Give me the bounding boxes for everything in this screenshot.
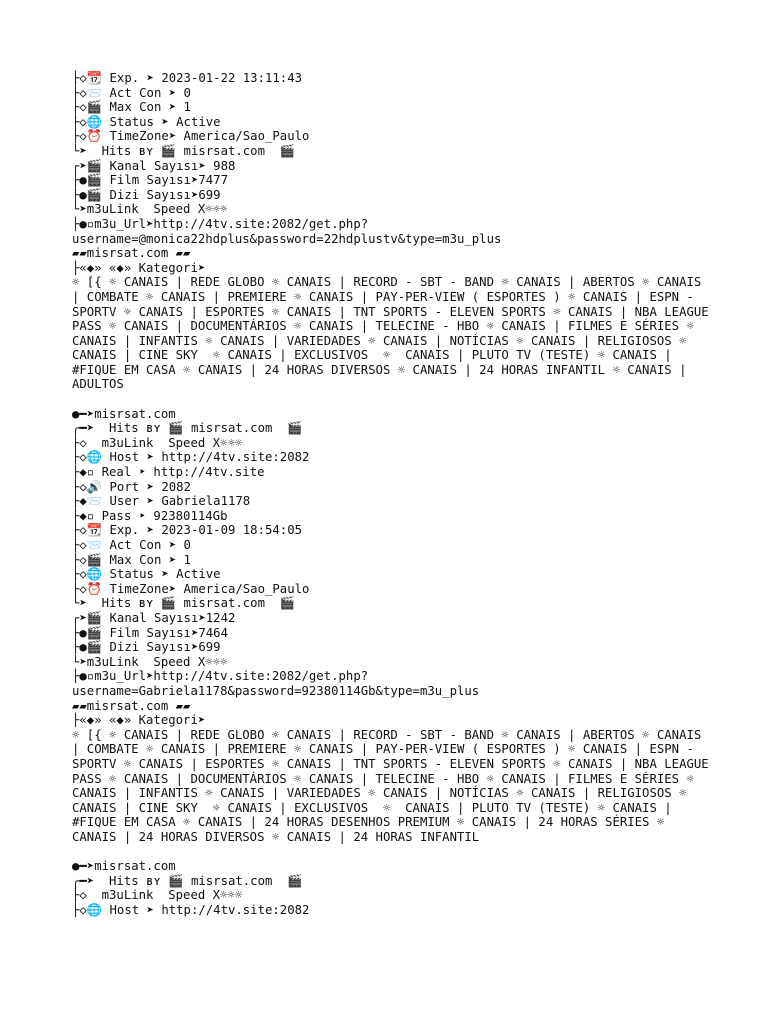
status-line: ├◇🌐 Status ➤ Active	[72, 114, 221, 129]
m3u-url-query: username=@monica22hdplus&password=22hdplustv&type=m3u_plus	[72, 231, 502, 246]
kategori-line: ├«◆» «◆» Kategori➤	[72, 260, 206, 275]
speed-line: ├◇ m3uLink Speed X☼☼☼	[72, 888, 243, 903]
host-line: ├◇🌐 Host ➤ http://4tv.site:2082	[72, 450, 310, 465]
site-line: ●━➤misrsat.com	[72, 859, 176, 874]
account-block-1	[72, 71, 717, 392]
m3u-url-line: ├●▫m3u_Url➤http://4tv.site:2082/get.php?	[72, 216, 369, 231]
max-con-line: ├◇🎬 Max Con ➤ 1	[72, 552, 191, 567]
speed-line: ├◇ m3uLink Speed X☼☼☼	[72, 435, 243, 450]
site-line: ●━➤misrsat.com	[72, 406, 176, 421]
hits-header-line: ╭━➤ Hits ʙʏ 🎬 misrsat.com 🎬	[72, 421, 303, 436]
act-con-line: ├◇📨 Act Con ➤ 0	[72, 538, 191, 552]
exp-line: ├◇📆 Exp. ➤ 2023-01-09 18:54:05	[72, 523, 303, 538]
act-con-line: ├◇📨 Act Con ➤ 0	[72, 85, 191, 100]
m3ulink-line: └➤m3uLink Speed X☼☼☼	[72, 654, 228, 669]
timezone-line: ├◇⏰ TimeZone➤ America/Sao_Paulo	[72, 581, 310, 596]
account-block-2	[72, 406, 717, 845]
site-banner: ▰▰misrsat.com ▰▰	[72, 698, 191, 713]
spacer	[72, 844, 712, 859]
kanal-line: ┌➤🎬 Kanal Sayısı➤ 988	[72, 158, 236, 173]
dizi-line: ├●🎬 Dizi Sayısı➤699	[72, 187, 221, 202]
account-block-3	[72, 859, 712, 917]
hits-line: └➤ Hits ʙʏ 🎬 misrsat.com 🎬	[72, 143, 296, 158]
timezone-line: ├◇⏰ TimeZone➤ America/Sao_Paulo	[72, 129, 310, 144]
categories-text: ☼ [{ ☼ CANAIS | REDE GLOBO ☼ CANAIS | RECORD - SBT - BAND ☼ CANAIS | ABERTOS ☼ CANAIS | COMBATE ☼ CANAIS | PREMIERE ☼ CANAIS | PAY-PER-VIEW ( ESPORTES ) ☼ CANAIS | ESPN - SPORTV ☼ CANAIS | ESPORTES ☼ CANAIS | TNT SPORTS - ELEVEN SPORTS ☼ CANAIS | NBA LEAGUE PASS ☼ CANAIS | DOCUMENTÁRIOS ☼ CANAIS | TELECINE - HBO ☼ CANAIS | FILMES E SÉRIES ☼ CANAIS | INFANTIS ☼ CANAIS | VARIEDADES ☼ CANAIS | NOTÍCIAS ☼ CANAIS | RELIGIOSOS ☼ CANAIS | CINE SKY ☼ CANAIS | EXCLUSIVOS ☼ CANAIS | PLUTO TV (TESTE) ☼ CANAIS | #FIQUE EM CASA ☼ CANAIS | 24 HORAS DESENHOS PREMIUM ☼ CANAIS | 24 HORAS SÉRIES ☼ CANAIS | 24 HORAS DIVERSOS ☼ CANAIS | 24 HORAS INFANTIL	[72, 727, 717, 844]
site-banner: ▰▰misrsat.com ▰▰	[72, 246, 191, 261]
m3u-url-line: ├●▫m3u_Url➤http://4tv.site:2082/get.php?	[72, 669, 369, 684]
m3ulink-line: └➤m3uLink Speed X☼☼☼	[72, 202, 228, 217]
hits-line: └➤ Hits ʙʏ 🎬 misrsat.com 🎬	[72, 596, 296, 611]
port-line: ├◇🔊 Port ➤ 2082	[72, 479, 191, 494]
user-line: ├◆📨 User ➤ Gabriela1178	[72, 494, 251, 509]
m3u-url-query: username=Gabriela1178&password=92380114Gb&type=m3u_plus	[72, 683, 480, 698]
spacer	[72, 392, 712, 407]
exp-line: ├◇📆 Exp. ➤ 2023-01-22 13:11:43	[72, 71, 303, 85]
dizi-line: ├●🎬 Dizi Sayısı➤699	[72, 640, 221, 655]
max-con-line: ├◇🎬 Max Con ➤ 1	[72, 100, 191, 115]
hits-header-line: ╭━➤ Hits ʙʏ 🎬 misrsat.com 🎬	[72, 873, 303, 888]
film-line: ├●🎬 Film Sayısı➤7477	[72, 173, 228, 188]
host-line: ├◇🌐 Host ➤ http://4tv.site:2082	[72, 902, 310, 917]
categories-text: ☼ [{ ☼ CANAIS | REDE GLOBO ☼ CANAIS | RECORD - SBT - BAND ☼ CANAIS | ABERTOS ☼ CANAIS | COMBATE ☼ CANAIS | PREMIERE ☼ CANAIS | PAY-PER-VIEW ( ESPORTES ) ☼ CANAIS | ESPN - SPORTV ☼ CANAIS | ESPORTES ☼ CANAIS | TNT SPORTS - ELEVEN SPORTS ☼ CANAIS | NBA LEAGUE PASS ☼ CANAIS | DOCUMENTÁRIOS ☼ CANAIS | TELECINE - HBO ☼ CANAIS | FILMES E SÉRIES ☼ CANAIS | INFANTIS ☼ CANAIS | VARIEDADES ☼ CANAIS | NOTÍCIAS ☼ CANAIS | RELIGIOSOS ☼ CANAIS | CINE SKY ☼ CANAIS | EXCLUSIVOS ☼ CANAIS | PLUTO TV (TESTE) ☼ CANAIS | #FIQUE EM CASA ☼ CANAIS | 24 HORAS DIVERSOS ☼ CANAIS | 24 HORAS INFANTIL ☼ CANAIS | ADULTOS	[72, 275, 717, 392]
pass-line: ├◆▫ Pass ‣ 92380114Gb	[72, 508, 228, 523]
status-line: ├◇🌐 Status ➤ Active	[72, 567, 221, 582]
kategori-line: ├«◆» «◆» Kategori➤	[72, 713, 206, 728]
real-line: ├◆▫ Real ‣ http://4tv.site	[72, 465, 265, 480]
film-line: ├●🎬 Film Sayısı➤7464	[72, 625, 228, 640]
document-text	[72, 71, 717, 917]
kanal-line: ┌➤🎬 Kanal Sayısı➤1242	[72, 610, 236, 625]
